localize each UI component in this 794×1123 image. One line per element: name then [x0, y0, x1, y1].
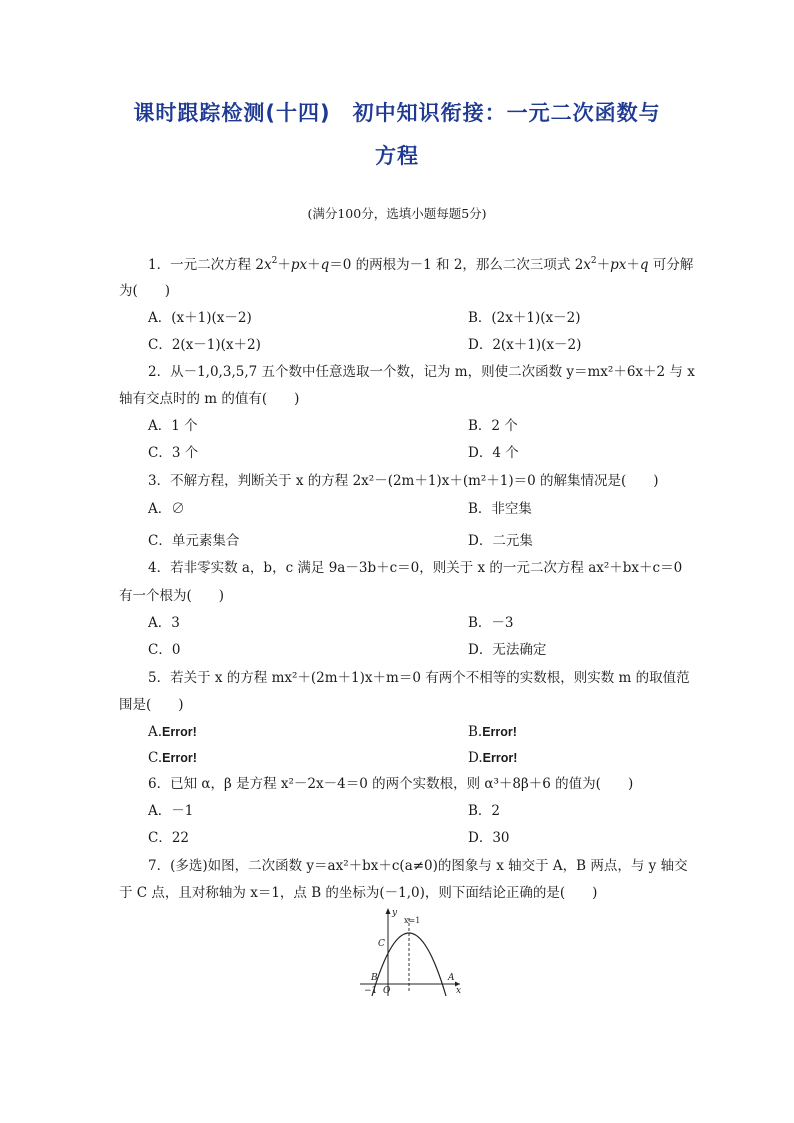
- question-6-option-b[interactable]: B．2: [468, 803, 501, 819]
- question-1-option-c[interactable]: C．2(x－1)(x＋2): [148, 337, 261, 353]
- x-axis-label: x: [456, 986, 462, 996]
- question-2-option-a[interactable]: A．1 个: [148, 418, 198, 434]
- parabola-figure: [356, 906, 466, 998]
- question-2-option-c[interactable]: C．3 个: [148, 445, 199, 461]
- origin-label: O: [383, 986, 391, 996]
- question-5-option-a[interactable]: A.Error!: [148, 724, 197, 740]
- question-1-stem-cont: 为( ): [119, 283, 171, 299]
- question-4-stem: 4．若非零实数 a，b，c 满足 9a－3b＋c＝0，则关于 x 的一元二次方程 ax²＋bx＋c＝0: [148, 560, 683, 576]
- question-1-option-b[interactable]: B．(2x＋1)(x－2): [468, 310, 581, 326]
- question-2-stem-cont: 轴有交点时的 m 的值有( ): [119, 391, 300, 407]
- question-4-option-b[interactable]: B．－3: [468, 615, 514, 631]
- question-4-stem-cont: 有一个根为( ): [119, 588, 225, 604]
- point-c-label: C: [378, 939, 385, 949]
- y-axis-label: y: [392, 908, 398, 918]
- question-3-stem: 3．不解方程，判断关于 x 的方程 2x²－(2m＋1)x＋(m²＋1)＝0 的解集情况是( ): [148, 473, 659, 489]
- page-title-line1: 课时跟踪检测(十四) 初中知识衔接：一元二次函数与: [133, 101, 661, 125]
- score-note: (满分100分，选填小题每题5分): [307, 206, 487, 221]
- neg-one-label: −1: [364, 986, 378, 996]
- question-6-option-a[interactable]: A．－1: [148, 803, 194, 819]
- question-5-stem-cont: 围是( ): [119, 697, 184, 713]
- question-7-stem: 7．(多选)如图，二次函数 y＝ax²＋bx＋c(a≠0)的图象与 x 轴交于 A，B 两点，与 y 轴交: [148, 858, 688, 874]
- question-1-option-d[interactable]: D．2(x＋1)(x－2): [468, 337, 582, 353]
- question-3-option-d[interactable]: D．二元集: [468, 533, 533, 549]
- question-5-stem: 5．若关于 x 的方程 mx²＋(2m＋1)x＋m＝0 有两个不相等的实数根，则实数 m 的取值范: [148, 670, 690, 686]
- question-5-option-b[interactable]: B.Error!: [468, 724, 517, 740]
- question-6-stem: 6．已知 α，β 是方程 x²－2x－4＝0 的两个实数根，则 α³＋8β＋6 的值为( ): [148, 776, 634, 792]
- question-5-option-c[interactable]: C.Error!: [148, 750, 197, 766]
- question-3-option-a[interactable]: A．∅: [148, 501, 185, 517]
- symmetry-axis-label: x=1: [404, 916, 421, 925]
- question-1-option-a[interactable]: A．(x＋1)(x－2): [148, 310, 252, 326]
- question-2-option-d[interactable]: D．4 个: [468, 445, 519, 461]
- question-2-stem: 2．从－1,0,3,5,7 五个数中任意选取一个数，记为 m，则使二次函数 y＝mx²＋6x＋2 与 x: [148, 364, 695, 380]
- question-3-option-c[interactable]: C．单元素集合: [148, 533, 240, 549]
- point-a-label: A: [448, 973, 455, 983]
- y-axis-arrow: [386, 908, 391, 914]
- question-6-option-c[interactable]: C．22: [148, 830, 190, 846]
- question-4-option-c[interactable]: C．0: [148, 642, 181, 658]
- page-title-line2: 方程: [375, 144, 419, 168]
- question-6-option-d[interactable]: D．30: [468, 830, 510, 846]
- question-4-option-d[interactable]: D．无法确定: [468, 642, 547, 658]
- question-3-option-b[interactable]: B．非空集: [468, 501, 532, 517]
- question-7-stem-cont: 于 C 点，且对称轴为 x＝1，点 B 的坐标为(－1,0)，则下面结论正确的是( ): [119, 885, 598, 901]
- point-b-label: B: [371, 973, 378, 983]
- question-1-stem: 1．一元二次方程 $2x^2+px+q=0$ 的两根为－1 和 2，那么二次三项式 $2x^2+px+q$ 可分解: [148, 256, 694, 273]
- question-4-option-a[interactable]: A．3: [148, 615, 180, 631]
- question-2-option-b[interactable]: B．2 个: [468, 418, 518, 434]
- question-5-option-d[interactable]: D.Error!: [468, 750, 518, 766]
